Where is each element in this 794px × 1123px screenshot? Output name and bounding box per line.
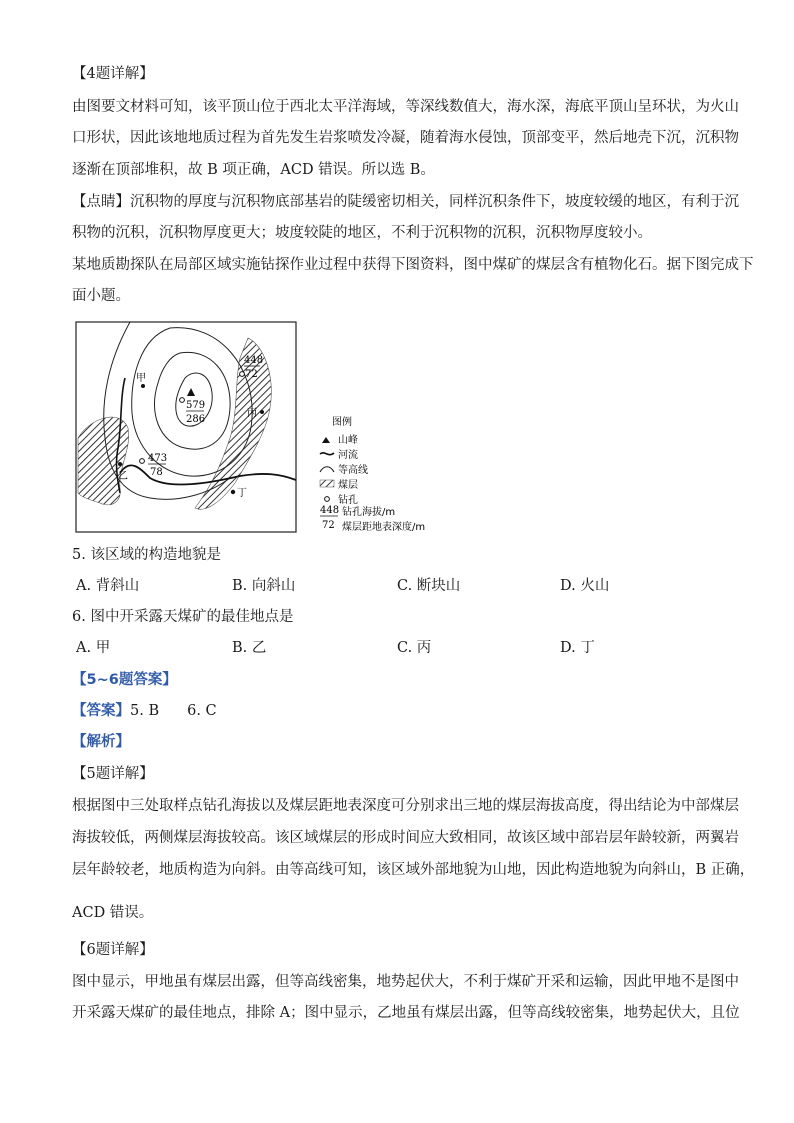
q5-detail-line-3: 层年龄较老，地质构造为向斜。由等高线可知，该区域外部地貌为山地，因此构造地貌为向斜山，B 正确， [72, 862, 755, 878]
q6-option-b[interactable]: B. 乙 [232, 640, 267, 656]
q6-detail-line-1: 图中显示，甲地虽有煤层出露，但等高线密集，地势起伏大，不利于煤矿开采和运输，因此甲地不是图中 [72, 974, 739, 990]
borehole-south-elev: 473 [148, 453, 168, 464]
q4-body-line-1: 由图要文材料可知，该平顶山位于西北太平洋海域，等深线数值大，海水深，海底平顶山呈环状，为火山 [72, 99, 739, 115]
borehole-center-elev: 579 [186, 400, 206, 411]
answer-label: 【答案】 [72, 703, 130, 719]
borehole-south [140, 453, 167, 478]
q5-stem: 5. 该区域的构造地貌是 [72, 547, 221, 563]
geologic-map-figure [70, 318, 450, 536]
q6-option-c[interactable]: C. 丙 [397, 640, 432, 656]
answer-5: 5. B [130, 703, 160, 719]
q5-option-a[interactable]: A. 背斜山 [76, 578, 140, 594]
coal-layer-west [78, 417, 129, 505]
q5-option-b[interactable]: B. 向斜山 [232, 578, 296, 594]
q6-option-a[interactable]: A. 甲 [76, 640, 111, 656]
q5-option-c[interactable]: C. 断块山 [397, 578, 461, 594]
q5-detail-line-4: ACD 错误。 [72, 905, 154, 921]
place-ding: 丁 [237, 488, 247, 499]
q6-stem: 6. 图中开采露天煤矿的最佳地点是 [72, 609, 294, 625]
answer-section-title: 【5~6题答案】 [72, 672, 177, 688]
place-jia: 甲 [136, 373, 146, 384]
legend-borehole: 钻孔 [338, 495, 358, 506]
analysis-label: 【解析】 [72, 734, 130, 750]
q5-detail-heading: 【5题详解】 [72, 766, 154, 782]
legend-river: 河流 [338, 450, 358, 461]
place-bing: 丙 [247, 408, 257, 419]
q5-detail-line-2: 海拔较低，两侧煤层海拔较高。该区域煤层的形成时间应大致相同，故该区域中部岩层年龄较新，两翼岩 [72, 830, 739, 846]
answer-row [72, 701, 217, 721]
legend-sample-elev: 448 [320, 505, 340, 516]
map-legend [320, 415, 425, 533]
dianjing-line-2: 积物的沉积，沉积物厚度更大；坡度较陡的地区，不利于沉积物的沉积，沉积物厚度较小。 [72, 225, 652, 241]
q4-body-line-3: 逐渐在顶部堆积，故 B 项正确，ACD 错误。所以选 B。 [72, 162, 435, 178]
dianjing-line-1: 【点睛】沉积物的厚度与沉积物底部基岩的陡缓密切相关，同样沉积条件下，坡度较缓的地区，有利于沉 [72, 194, 739, 210]
q4-body-line-2: 口形状，因此该地地质过程为首先发生岩浆喷发冷凝，随着海水侵蚀，顶部变平，然后地壳下沉，沉积物 [72, 130, 739, 146]
legend-depth-label: 煤层距地表深度/m [342, 522, 426, 533]
legend-peak: 山峰 [338, 435, 358, 446]
q5-detail-line-1: 根据图中三处取样点钻孔海拔以及煤层距地表深度可分别求出三地的煤层海拔高度，得出结论为中部煤层 [72, 798, 739, 814]
q6-option-d[interactable]: D. 丁 [560, 640, 595, 656]
borehole-east-elev: 448 [244, 355, 264, 366]
borehole-south-depth: 78 [150, 467, 163, 478]
q5-option-d[interactable]: D. 火山 [560, 578, 610, 594]
legend-elev-label: 钻孔海拔/m [342, 507, 396, 518]
peak-icon [187, 388, 195, 396]
legend-title: 图例 [332, 417, 352, 428]
q6-detail-heading: 【6题详解】 [72, 942, 154, 958]
borehole-east-depth: 72 [245, 369, 258, 380]
answer-6: 6. C [187, 703, 217, 719]
q4-heading: 【4题详解】 [72, 66, 154, 82]
borehole-center [180, 398, 205, 425]
q6-detail-line-2: 开采露天煤矿的最佳地点，排除 A；图中显示，乙地虽有煤层出露，但等高线较密集，地势起伏大，且位 [72, 1005, 740, 1021]
place-yi: 乙 [118, 471, 128, 482]
legend-coal: 煤层 [338, 480, 358, 491]
legend-sample-depth: 72 [322, 520, 335, 531]
borehole-center-depth: 286 [186, 414, 206, 425]
intro-line-1: 某地质勘探队在局部区域实施钻探作业过程中获得下图资料，图中煤矿的煤层含有植物化石。据下图完成下 [72, 257, 754, 273]
intro-line-2: 面小题。 [72, 288, 130, 304]
legend-contour: 等高线 [338, 465, 368, 476]
